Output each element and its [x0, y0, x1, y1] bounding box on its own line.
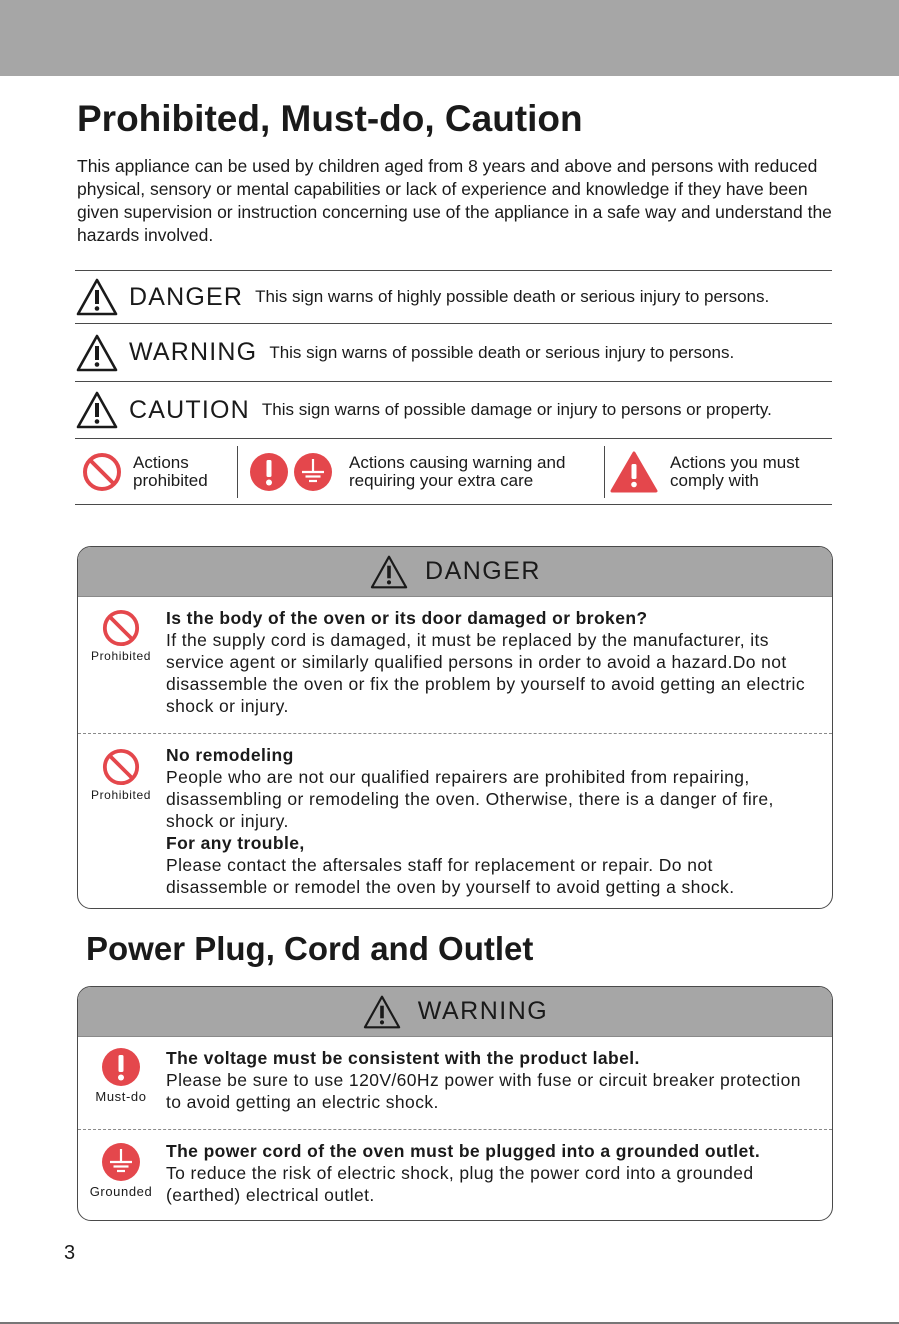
- warning-panel-title: WARNING: [417, 997, 549, 1025]
- warning-triangle-outline-icon: [369, 554, 409, 590]
- warning-panel: [77, 986, 833, 1221]
- top-gray-bar: [0, 0, 899, 76]
- prohibited-caption: Prohibited: [90, 788, 152, 802]
- ground-icon: [101, 1142, 141, 1182]
- prohibited-icon: [102, 748, 140, 786]
- must-do-caption: Must-do: [95, 1089, 147, 1104]
- item-subtext: Please contact the aftersales staff for replacement or repair. Do not disassemble or remodel the oven by yourself to avoid getting a shock.: [166, 855, 735, 897]
- warning-item: [78, 1129, 832, 1206]
- sign-word-danger: DANGER: [129, 282, 244, 311]
- legend-must-do-line1: Actions causing warning and: [349, 452, 566, 472]
- grounded-caption: Grounded: [89, 1184, 153, 1199]
- legend-comply-line2: comply with: [670, 470, 759, 490]
- section-title: Power Plug, Cord and Outlet: [86, 930, 534, 967]
- legend-comply-line1: Actions you must: [670, 452, 800, 472]
- sign-word-caution: CAUTION: [129, 395, 250, 424]
- item-text: If the supply cord is damaged, it must be replaced by the manufacturer, its service agent or similarly qualified persons in order to avoid a hazard.Do not disassemble the oven or fix the problem by yourself to avoid getting an electric shock or injury.: [166, 630, 805, 716]
- sign-row-caution: [75, 381, 832, 438]
- prohibited-caption: Prohibited: [90, 649, 152, 663]
- item-heading: No remodeling: [166, 745, 294, 765]
- prohibited-icon: [102, 609, 140, 647]
- sign-row-warning: [75, 323, 832, 381]
- must-do-icon: [101, 1047, 141, 1087]
- item-text: People who are not our qualified repairers are prohibited from repairing, disassembling or remodeling the oven. Otherwise, there is a danger of fire, shock or injury.: [166, 767, 774, 831]
- item-heading: Is the body of the oven or its door damaged or broken?: [166, 608, 648, 628]
- legend-row: [75, 438, 832, 505]
- danger-item: [78, 597, 832, 733]
- sign-definitions-table: [75, 270, 832, 505]
- danger-panel-header: [78, 547, 832, 597]
- warning-triangle-red-icon: [609, 450, 659, 494]
- legend-must-do: [238, 447, 604, 497]
- item-text: To reduce the risk of electric shock, plug the power cord into a grounded (earthed) electrical outlet.: [166, 1163, 754, 1205]
- warning-item: [78, 1037, 832, 1129]
- sign-desc-warning: This sign warns of possible death or serious injury to persons.: [269, 342, 735, 362]
- item-heading: The power cord of the oven must be plugged into a grounded outlet.: [166, 1141, 761, 1161]
- danger-panel: [77, 546, 833, 909]
- warning-triangle-outline-icon: [75, 390, 119, 430]
- warning-triangle-outline-icon: [362, 994, 402, 1030]
- legend-comply: [605, 447, 831, 497]
- must-do-icon: [249, 452, 289, 492]
- sign-row-danger: [75, 270, 832, 323]
- warning-triangle-outline-icon: [75, 277, 119, 317]
- sign-desc-danger: This sign warns of highly possible death or serious injury to persons.: [255, 287, 770, 306]
- legend-prohibited-line1: Actions: [133, 452, 189, 472]
- ground-icon: [293, 452, 333, 492]
- sign-desc-caution: This sign warns of possible damage or injury to persons or property.: [261, 400, 772, 419]
- item-heading: The voltage must be consistent with the product label.: [166, 1048, 640, 1068]
- danger-panel-title: DANGER: [425, 557, 541, 585]
- prohibited-icon: [82, 452, 122, 492]
- danger-item: [78, 733, 832, 898]
- item-subheading: For any trouble,: [166, 833, 305, 853]
- legend-must-do-line2: requiring your extra care: [349, 470, 534, 490]
- page-number: 3: [64, 1242, 76, 1264]
- item-text: Please be sure to use 120V/60Hz power with fuse or circuit breaker protection to avoid getting an electric shock.: [166, 1070, 801, 1112]
- sign-word-warning: WARNING: [129, 338, 258, 366]
- legend-prohibited-line2: prohibited: [133, 470, 208, 490]
- warning-triangle-outline-icon: [75, 333, 119, 373]
- page-title: Prohibited, Must-do, Caution: [77, 98, 583, 139]
- intro-paragraph: This appliance can be used by children aged from 8 years and above and persons with reduced physical, sensory or mental capabilities or lack of experience and knowledge if they have been given supervision or instruction concerning use of the appliance in a safe way and understand the hazards involved.: [77, 156, 832, 245]
- warning-panel-header: [78, 987, 832, 1037]
- legend-prohibited: [75, 447, 237, 497]
